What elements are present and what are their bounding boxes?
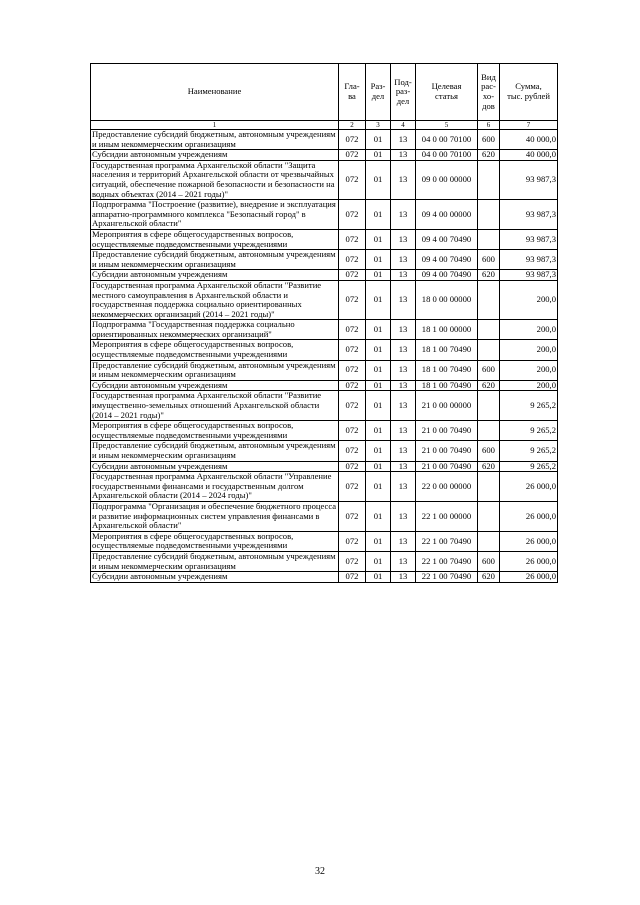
cell-razdel: 01 [366,320,391,340]
table-row [91,130,558,150]
cell-celevaya: 22 1 00 00000 [416,501,478,531]
cell-glava: 072 [339,270,366,281]
cell-razdel: 01 [366,160,391,199]
cell-celevaya: 18 0 00 00000 [416,280,478,319]
cell-glava: 072 [339,391,366,421]
cell-glava: 072 [339,461,366,472]
cell-celevaya: 09 4 00 00000 [416,200,478,230]
column-number: 2 [339,121,366,130]
cell-name: Мероприятия в сфере общегосударственных вопросов, осуществляемые подведомственными учреждениями [91,340,339,360]
cell-glava: 072 [339,280,366,319]
cell-glava: 072 [339,360,366,380]
column-number: 5 [416,121,478,130]
cell-name: Государственная программа Архангельской области "Развитие местного самоуправления в Архангельской области и государственная поддержка социально ориентированных некоммерческих организаций (2014 – 2021 годы)" [91,280,339,319]
cell-vid [478,160,500,199]
cell-podrazdel: 13 [391,551,416,571]
table-row [91,380,558,391]
cell-razdel: 01 [366,280,391,319]
cell-podrazdel: 13 [391,472,416,502]
cell-glava: 072 [339,200,366,230]
cell-celevaya: 18 1 00 70490 [416,340,478,360]
cell-summa: 93 987,3 [500,160,558,199]
cell-podrazdel: 13 [391,340,416,360]
table-row [91,531,558,551]
cell-summa: 26 000,0 [500,501,558,531]
cell-razdel: 01 [366,150,391,161]
cell-name: Субсидии автономным учреждениям [91,380,339,391]
cell-name: Мероприятия в сфере общегосударственных вопросов, осуществляемые подведомственными учреждениями [91,421,339,441]
budget-table [90,63,558,583]
table-row [91,421,558,441]
cell-razdel: 01 [366,501,391,531]
cell-podrazdel: 13 [391,421,416,441]
cell-podrazdel: 13 [391,531,416,551]
column-number: 6 [478,121,500,130]
cell-glava: 072 [339,229,366,249]
cell-podrazdel: 13 [391,501,416,531]
cell-summa: 9 265,2 [500,421,558,441]
cell-name: Предоставление субсидий бюджетным, автономным учреждениям и иным некоммерческим организациям [91,551,339,571]
cell-podrazdel: 13 [391,360,416,380]
table-row [91,150,558,161]
cell-vid: 620 [478,380,500,391]
cell-glava: 072 [339,250,366,270]
header-name: Наименование [91,64,339,121]
cell-vid: 620 [478,572,500,583]
cell-name: Мероприятия в сфере общегосударственных вопросов, осуществляемые подведомственными учреждениями [91,531,339,551]
cell-razdel: 01 [366,461,391,472]
table-row [91,250,558,270]
cell-razdel: 01 [366,200,391,230]
cell-razdel: 01 [366,551,391,571]
cell-celevaya: 09 4 00 70490 [416,270,478,281]
table-row [91,501,558,531]
cell-glava: 072 [339,320,366,340]
cell-summa: 9 265,2 [500,461,558,472]
cell-name: Субсидии автономным учреждениям [91,150,339,161]
cell-vid [478,421,500,441]
cell-name: Субсидии автономным учреждениям [91,572,339,583]
cell-razdel: 01 [366,391,391,421]
cell-summa: 200,0 [500,340,558,360]
cell-vid: 600 [478,551,500,571]
cell-name: Государственная программа Архангельской области "Защита населения и территорий Архангельской области от чрезвычайных ситуаций, обеспечение пожарной безопасности и безопасности на водных объектах (2014 – 2021 годы)" [91,160,339,199]
table-row [91,320,558,340]
header-number-row [91,121,558,130]
cell-summa: 93 987,3 [500,229,558,249]
cell-vid: 620 [478,270,500,281]
cell-razdel: 01 [366,229,391,249]
cell-podrazdel: 13 [391,391,416,421]
cell-summa: 200,0 [500,280,558,319]
cell-summa: 200,0 [500,360,558,380]
cell-celevaya: 22 1 00 70490 [416,551,478,571]
cell-vid [478,320,500,340]
cell-name: Предоставление субсидий бюджетным, автономным учреждениям и иным некоммерческим организациям [91,441,339,461]
cell-podrazdel: 13 [391,380,416,391]
cell-celevaya: 04 0 00 70100 [416,150,478,161]
cell-vid: 600 [478,250,500,270]
table-row [91,160,558,199]
cell-glava: 072 [339,160,366,199]
cell-podrazdel: 13 [391,200,416,230]
header-summa: Сумма, тыс. рублей [500,64,558,121]
cell-razdel: 01 [366,340,391,360]
cell-podrazdel: 13 [391,320,416,340]
cell-razdel: 01 [366,472,391,502]
cell-celevaya: 22 0 00 00000 [416,472,478,502]
column-number: 1 [91,121,339,130]
cell-name: Субсидии автономным учреждениям [91,270,339,281]
cell-glava: 072 [339,551,366,571]
cell-summa: 9 265,2 [500,441,558,461]
cell-celevaya: 21 0 00 70490 [416,461,478,472]
cell-celevaya: 21 0 00 70490 [416,421,478,441]
cell-glava: 072 [339,421,366,441]
cell-summa: 26 000,0 [500,551,558,571]
cell-summa: 200,0 [500,320,558,340]
column-number: 7 [500,121,558,130]
cell-summa: 26 000,0 [500,531,558,551]
cell-razdel: 01 [366,270,391,281]
cell-name: Предоставление субсидий бюджетным, автономным учреждениям и иным некоммерческим организациям [91,130,339,150]
cell-name: Подпрограмма "Организация и обеспечение бюджетного процесса и развитие информационных систем управления финансами в Архангельской области" [91,501,339,531]
cell-name: Мероприятия в сфере общегосударственных вопросов, осуществляемые подведомственными учреждениями [91,229,339,249]
cell-celevaya: 22 1 00 70490 [416,572,478,583]
cell-podrazdel: 13 [391,280,416,319]
cell-glava: 072 [339,340,366,360]
cell-vid [478,340,500,360]
cell-celevaya: 09 4 00 70490 [416,229,478,249]
cell-razdel: 01 [366,250,391,270]
cell-podrazdel: 13 [391,461,416,472]
cell-vid: 600 [478,441,500,461]
header-row [91,64,558,121]
cell-celevaya: 18 1 00 70490 [416,380,478,391]
cell-summa: 9 265,2 [500,391,558,421]
cell-vid [478,229,500,249]
cell-podrazdel: 13 [391,229,416,249]
table-body [91,130,558,583]
cell-celevaya: 18 1 00 00000 [416,320,478,340]
cell-glava: 072 [339,380,366,391]
cell-summa: 26 000,0 [500,572,558,583]
cell-podrazdel: 13 [391,270,416,281]
cell-razdel: 01 [366,531,391,551]
table-row [91,461,558,472]
cell-vid: 600 [478,360,500,380]
cell-celevaya: 09 4 00 70490 [416,250,478,270]
cell-razdel: 01 [366,572,391,583]
cell-podrazdel: 13 [391,250,416,270]
cell-glava: 072 [339,531,366,551]
cell-summa: 93 987,3 [500,200,558,230]
cell-podrazdel: 13 [391,160,416,199]
table-row [91,472,558,502]
table-row [91,229,558,249]
cell-vid [478,280,500,319]
cell-vid: 600 [478,130,500,150]
cell-podrazdel: 13 [391,572,416,583]
cell-name: Предоставление субсидий бюджетным, автономным учреждениям и иным некоммерческим организациям [91,250,339,270]
cell-glava: 072 [339,130,366,150]
cell-razdel: 01 [366,130,391,150]
cell-summa: 200,0 [500,380,558,391]
table-row [91,391,558,421]
cell-glava: 072 [339,441,366,461]
cell-vid [478,472,500,502]
header-razdel: Раз- дел [366,64,391,121]
header-vid: Вид рас- хо- дов [478,64,500,121]
table-row [91,280,558,319]
cell-summa: 40 000,0 [500,150,558,161]
table-row [91,441,558,461]
cell-summa: 40 000,0 [500,130,558,150]
cell-celevaya: 18 1 00 70490 [416,360,478,380]
table-row [91,572,558,583]
cell-name: Подпрограмма "Построение (развитие), внедрение и эксплуатация аппаратно-программного комплекса "Безопасный город" в Архангельской области" [91,200,339,230]
cell-celevaya: 21 0 00 00000 [416,391,478,421]
cell-glava: 072 [339,501,366,531]
cell-name: Субсидии автономным учреждениям [91,461,339,472]
table-row [91,360,558,380]
cell-podrazdel: 13 [391,441,416,461]
cell-summa: 93 987,3 [500,250,558,270]
cell-vid [478,200,500,230]
cell-podrazdel: 13 [391,150,416,161]
header-podrazdel: Под- раз- дел [391,64,416,121]
header-glava: Гла- ва [339,64,366,121]
cell-glava: 072 [339,572,366,583]
cell-podrazdel: 13 [391,130,416,150]
cell-vid [478,391,500,421]
cell-celevaya: 09 0 00 00000 [416,160,478,199]
cell-vid: 620 [478,150,500,161]
cell-vid [478,531,500,551]
cell-vid [478,501,500,531]
cell-summa: 26 000,0 [500,472,558,502]
cell-razdel: 01 [366,380,391,391]
cell-razdel: 01 [366,360,391,380]
cell-name: Предоставление субсидий бюджетным, автономным учреждениям и иным некоммерческим организациям [91,360,339,380]
cell-razdel: 01 [366,421,391,441]
cell-name: Подпрограмма "Государственная поддержка социально ориентированных некоммерческих организаций" [91,320,339,340]
table-row [91,551,558,571]
cell-name: Государственная программа Архангельской области "Управление государственными финансами и государственным долгом Архангельской области (2014 – 2024 годы)" [91,472,339,502]
cell-name: Государственная программа Архангельской области "Развитие имущественно-земельных отношений Архангельской области (2014 – 2021 годы)" [91,391,339,421]
header-celevaya: Целевая статья [416,64,478,121]
cell-celevaya: 22 1 00 70490 [416,531,478,551]
table-row [91,270,558,281]
cell-glava: 072 [339,472,366,502]
page-number: 32 [315,866,325,877]
cell-celevaya: 21 0 00 70490 [416,441,478,461]
cell-glava: 072 [339,150,366,161]
cell-summa: 93 987,3 [500,270,558,281]
table-row [91,200,558,230]
cell-celevaya: 04 0 00 70100 [416,130,478,150]
column-number: 3 [366,121,391,130]
table-row [91,340,558,360]
cell-razdel: 01 [366,441,391,461]
cell-vid: 620 [478,461,500,472]
column-number: 4 [391,121,416,130]
